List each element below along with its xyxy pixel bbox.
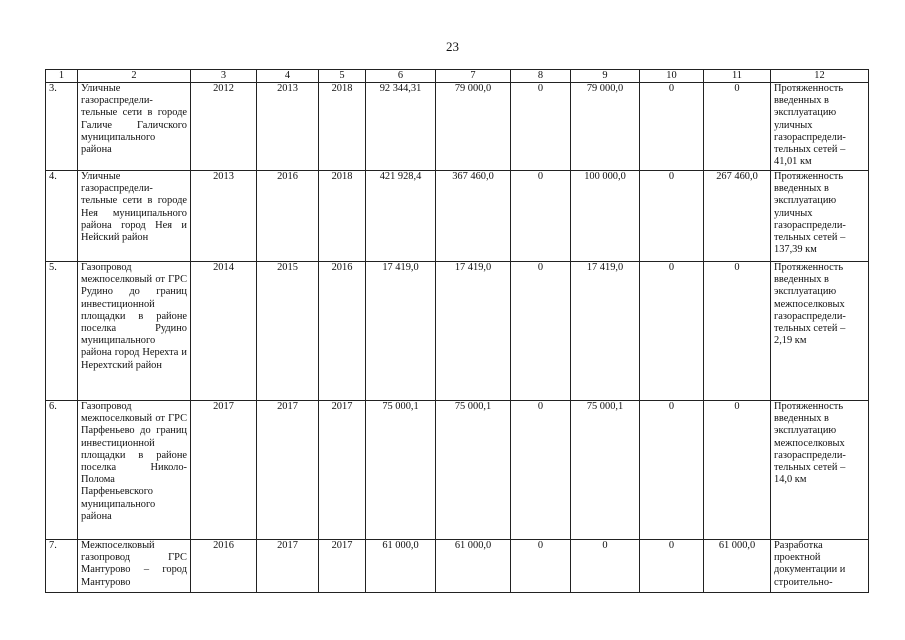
data-table	[45, 69, 869, 593]
cell-col-11: 267 460,0	[704, 171, 771, 262]
row-number: 5.	[46, 262, 78, 401]
cell-col-11: 0	[704, 262, 771, 401]
result-description: Протяженность введенных в эксплуатацию уличных газораспредели-тельных сетей – 41,01 км	[771, 83, 869, 171]
row-number: 7.	[46, 540, 78, 593]
cell-col-11: 0	[704, 83, 771, 171]
column-header: 8	[511, 70, 571, 83]
column-header: 6	[366, 70, 436, 83]
result-description: Разработка проектной документации и строительно-	[771, 540, 869, 593]
column-header: 10	[640, 70, 704, 83]
result-description: Протяженность введенных в эксплуатацию межпоселковых газораспредели-тельных сетей – 2,19 км	[771, 262, 869, 401]
object-name: Уличные газораспредели-тельные сети в городе Нея муниципального района город Нея и Нейский район	[78, 171, 191, 262]
cell-col-4: 2013	[257, 83, 319, 171]
cell-col-4: 2015	[257, 262, 319, 401]
cell-col-6: 92 344,31	[366, 83, 436, 171]
cell-col-5: 2016	[319, 262, 366, 401]
header-row	[46, 70, 869, 83]
cell-col-8: 0	[511, 401, 571, 540]
cell-col-3: 2016	[191, 540, 257, 593]
cell-col-9: 17 419,0	[571, 262, 640, 401]
cell-col-11: 61 000,0	[704, 540, 771, 593]
cell-col-8: 0	[511, 262, 571, 401]
column-header: 9	[571, 70, 640, 83]
column-header: 7	[436, 70, 511, 83]
cell-col-8: 0	[511, 171, 571, 262]
row-number: 3.	[46, 83, 78, 171]
table-row	[46, 401, 869, 540]
cell-col-10: 0	[640, 262, 704, 401]
cell-col-5: 2018	[319, 171, 366, 262]
cell-col-10: 0	[640, 401, 704, 540]
result-description: Протяженность введенных в эксплуатацию уличных газораспредели-тельных сетей – 137,39 км	[771, 171, 869, 262]
cell-col-10: 0	[640, 171, 704, 262]
cell-col-11: 0	[704, 401, 771, 540]
column-header: 12	[771, 70, 869, 83]
cell-col-7: 17 419,0	[436, 262, 511, 401]
row-number: 4.	[46, 171, 78, 262]
table-row	[46, 262, 869, 401]
cell-col-3: 2014	[191, 262, 257, 401]
table-row	[46, 83, 869, 171]
cell-col-10: 0	[640, 540, 704, 593]
result-description: Протяженность введенных в эксплуатацию межпоселковых газораспредели-тельных сетей – 14,0 км	[771, 401, 869, 540]
object-name: Межпоселковый газопровод ГРС Мантурово – город Мантурово	[78, 540, 191, 593]
column-header: 11	[704, 70, 771, 83]
table-row	[46, 540, 869, 593]
column-header: 3	[191, 70, 257, 83]
cell-col-7: 75 000,1	[436, 401, 511, 540]
cell-col-4: 2017	[257, 540, 319, 593]
column-header: 4	[257, 70, 319, 83]
cell-col-4: 2017	[257, 401, 319, 540]
cell-col-7: 79 000,0	[436, 83, 511, 171]
table-row	[46, 171, 869, 262]
cell-col-10: 0	[640, 83, 704, 171]
cell-col-9: 75 000,1	[571, 401, 640, 540]
cell-col-6: 17 419,0	[366, 262, 436, 401]
cell-col-9: 0	[571, 540, 640, 593]
object-name: Газопровод межпоселковый от ГРС Парфеньево до границ инвестиционной площадки в районе поселка Николо-Полома Парфеньевского муниципального района	[78, 401, 191, 540]
cell-col-3: 2012	[191, 83, 257, 171]
row-number: 6.	[46, 401, 78, 540]
cell-col-6: 61 000,0	[366, 540, 436, 593]
cell-col-5: 2018	[319, 83, 366, 171]
cell-col-5: 2017	[319, 401, 366, 540]
column-header: 1	[46, 70, 78, 83]
cell-col-9: 79 000,0	[571, 83, 640, 171]
page-number: 23	[446, 39, 459, 54]
cell-col-7: 367 460,0	[436, 171, 511, 262]
cell-col-8: 0	[511, 540, 571, 593]
object-name: Уличные газораспредели-тельные сети в городе Галиче Галичского муниципального района	[78, 83, 191, 171]
column-header: 5	[319, 70, 366, 83]
cell-col-6: 75 000,1	[366, 401, 436, 540]
cell-col-3: 2017	[191, 401, 257, 540]
object-name: Газопровод межпоселковый от ГРС Рудино до границ инвестиционной площадки в районе поселка Рудино муниципального района город Нерехта и Нерехтский район	[78, 262, 191, 401]
cell-col-7: 61 000,0	[436, 540, 511, 593]
cell-col-9: 100 000,0	[571, 171, 640, 262]
cell-col-8: 0	[511, 83, 571, 171]
cell-col-3: 2013	[191, 171, 257, 262]
cell-col-4: 2016	[257, 171, 319, 262]
cell-col-6: 421 928,4	[366, 171, 436, 262]
cell-col-5: 2017	[319, 540, 366, 593]
column-header: 2	[78, 70, 191, 83]
